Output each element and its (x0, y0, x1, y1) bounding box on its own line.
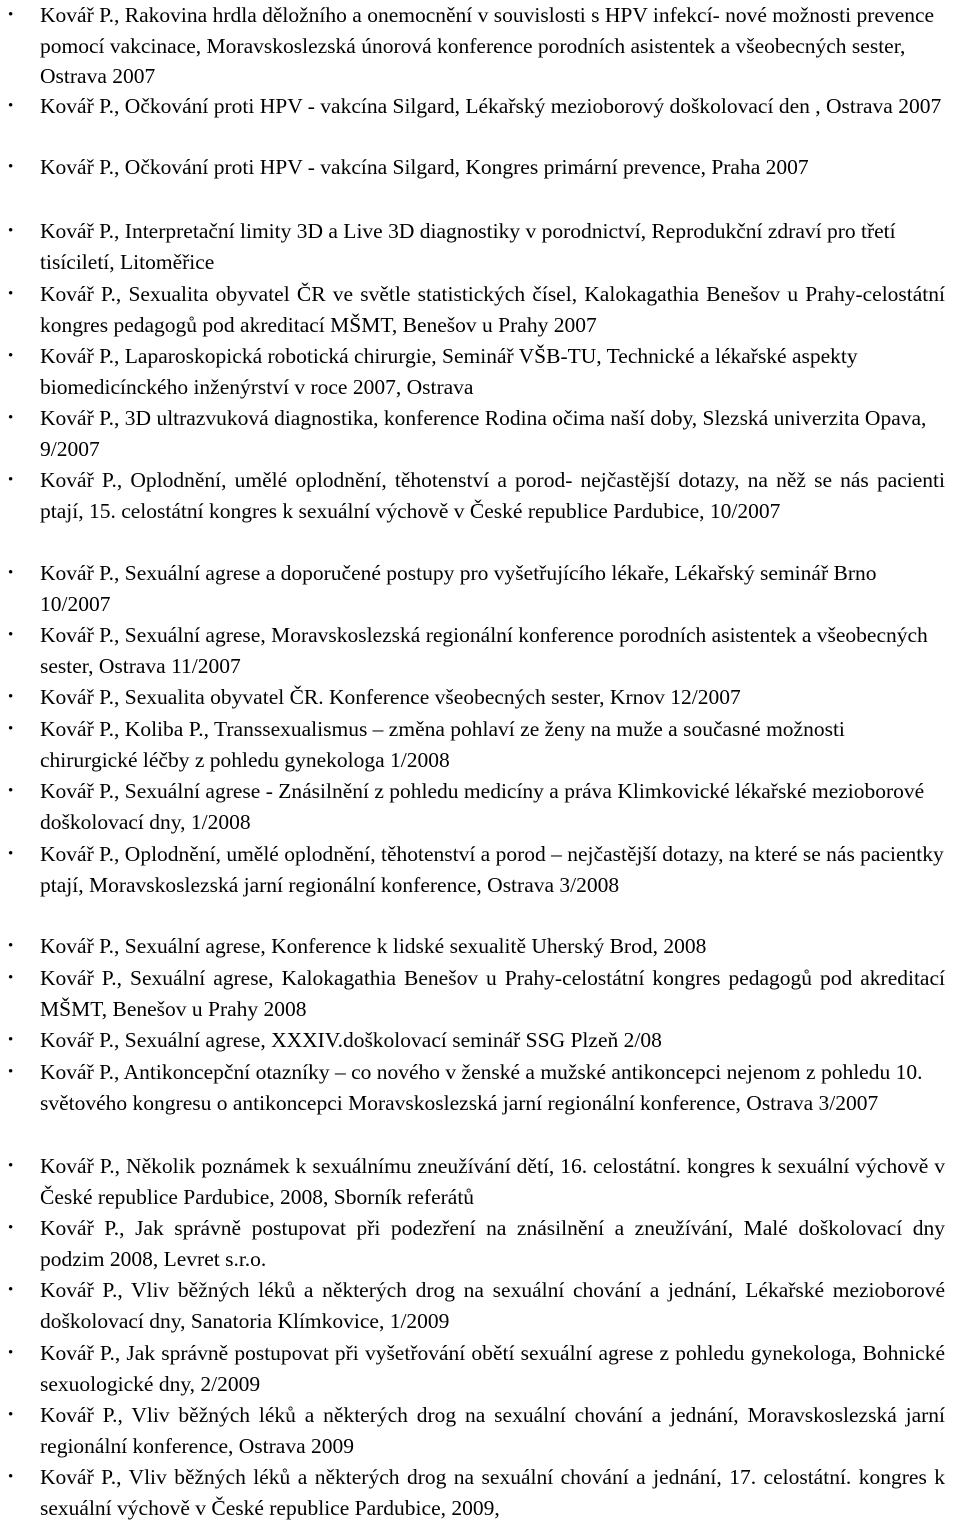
list-item (8, 465, 945, 526)
entry-text: Kovář P., Sexuální agrese, XXXIV.doškolovací seminář SSG Plzeň 2/08 (40, 1028, 662, 1052)
bullet-icon: • (8, 721, 14, 737)
entry-text: Kovář P., Očkování proti HPV - vakcína Silgard, Kongres primární prevence, Praha 2007 (40, 155, 809, 179)
list-item (8, 341, 945, 402)
entry-text: Kovář P., Laparoskopická robotická chirurgie, Seminář VŠB-TU, Technické a lékařské aspekty biomedicínckého inženýrství v roce 2007, Ostrava (40, 344, 858, 399)
bullet-icon: • (8, 7, 14, 23)
bullet-icon: • (8, 472, 14, 488)
bullet-icon: • (8, 970, 14, 986)
bullet-icon: • (8, 159, 14, 175)
bullet-icon: • (8, 689, 14, 705)
entry-text: Kovář P., Rakovina hrdla děložního a onemocnění v souvislosti s HPV infekcí- nové možnosti prevence pomocí vakcinace, Moravskoslezská únorová konference porodních asistentek a všeobecných sester, Ostrava 2007 (40, 3, 935, 88)
list-item (8, 839, 945, 900)
entry-text: Kovář P., Několik poznámek k sexuálnímu zneužívání dětí, 16. celostátní. kongres k sexuální výchově v České republice Pardubice, 2008, Sborník referátů (40, 1154, 945, 1209)
bullet-icon: • (8, 1345, 14, 1361)
bullet-icon: • (8, 846, 14, 862)
bullet-icon: • (8, 1469, 14, 1485)
list-item (8, 1025, 945, 1056)
list-item (8, 152, 945, 183)
list-item (8, 620, 945, 681)
list-item (8, 1275, 945, 1336)
bullet-icon: • (8, 98, 14, 114)
bullet-icon: • (8, 1282, 14, 1298)
bullet-icon: • (8, 223, 14, 239)
list-item (8, 216, 945, 277)
entry-text: Kovář P., Koliba P., Transsexualismus – změna pohlaví ze ženy na muže a současné možnosti chirurgické léčby z pohledu gynekologa 1/2008 (40, 717, 845, 772)
entry-text: Kovář P., Oplodnění, umělé oplodnění, těhotenství a porod – nejčastější dotazy, na které se nás pacientky ptají, Moravskoslezská jarní regionální konference, Ostrava 3/2008 (40, 842, 944, 897)
bullet-icon: • (8, 1220, 14, 1236)
list-item (8, 279, 945, 340)
entry-text: Kovář P., Sexuální agrese - Znásilnění z pohledu medicíny a práva Klimkovické lékařské mezioborové doškolovací dny, 1/2008 (40, 779, 925, 834)
entry-text: Kovář P., Sexualita obyvatel ČR. Konference všeobecných sester, Krnov 12/2007 (40, 685, 741, 709)
entry-text: Kovář P., Vliv běžných léků a některých drog na sexuální chování a jednání, Lékařské mezioborové doškolovací dny, Sanatoria Klímkovice, 1/2009 (40, 1278, 945, 1333)
entry-text: Kovář P., Jak správně postupovat při podezření na znásilnění a zneužívání, Malé doškolovací dny podzim 2008, Levret s.r.o. (40, 1216, 945, 1271)
entry-text: Kovář P., Sexuální agrese, Kalokagathia Benešov u Prahy-celostátní kongres pedagogů pod akreditací MŠMT, Benešov u Prahy 2008 (40, 966, 945, 1021)
bullet-icon: • (8, 410, 14, 426)
list-item (8, 1213, 945, 1274)
entry-text: Kovář P., Očkování proti HPV - vakcína Silgard, Lékařský mezioborový doškolovací den , Ostrava 2007 (40, 94, 942, 118)
entry-text: Kovář P., Jak správně postupovat při vyšetřování obětí sexuální agrese z pohledu gynekologa, Bohnické sexuologické dny, 2/2009 (40, 1341, 945, 1396)
entry-text: Kovář P., 3D ultrazvuková diagnostika, konference Rodina očima naší doby, Slezská univerzita Opava, 9/2007 (40, 406, 927, 461)
bullet-icon: • (8, 938, 14, 954)
bullet-icon: • (8, 627, 14, 643)
entry-text: Kovář P., Sexuální agrese a doporučené postupy pro vyšetřujícího lékaře, Lékařský seminář Brno 10/2007 (40, 561, 877, 616)
list-item (8, 714, 945, 775)
entry-text: Kovář P., Sexualita obyvatel ČR ve světle statistických čísel, Kalokagathia Benešov u Prahy-celostátní kongres pedagogů pod akreditací MŠMT, Benešov u Prahy 2007 (40, 282, 945, 337)
entry-text: Kovář P., Sexuální agrese, Konference k lidské sexualitě Uherský Brod, 2008 (40, 934, 707, 958)
list-item (8, 1057, 945, 1118)
entry-text: Kovář P., Vliv běžných léků a některých drog na sexuální chování a jednání, Moravskoslezská jarní regionální konference, Ostrava 2009 (40, 1403, 945, 1458)
list-item (8, 1462, 945, 1523)
list-item (8, 0, 945, 92)
list-item (8, 682, 945, 713)
bullet-icon: • (8, 783, 14, 799)
bullet-icon: • (8, 286, 14, 302)
list-item (8, 963, 945, 1024)
list-item (8, 931, 945, 962)
entry-text: Kovář P., Sexuální agrese, Moravskoslezská regionální konference porodních asistentek a všeobecných sester, Ostrava 11/2007 (40, 623, 928, 678)
bullet-icon: • (8, 1407, 14, 1423)
entry-text: Kovář P., Vliv běžných léků a některých drog na sexuální chování a jednání, 17. celostátní. kongres k sexuální výchově v České republice Pardubice, 2009, (40, 1465, 945, 1520)
list-item (8, 403, 945, 464)
list-item (8, 91, 945, 122)
bullet-icon: • (8, 565, 14, 581)
bullet-icon: • (8, 1158, 14, 1174)
entry-text: Kovář P., Oplodnění, umělé oplodnění, těhotenství a porod- nejčastější dotazy, na něž se nás pacienti ptají, 15. celostátní kongres k sexuální výchově v České republice Pardubice, 10/2007 (40, 468, 945, 523)
entry-text: Kovář P., Interpretační limity 3D a Live 3D diagnostiky v porodnictví, Reprodukční zdraví pro třetí tisíciletí, Litoměřice (40, 219, 896, 274)
list-item (8, 1400, 945, 1461)
bullet-icon: • (8, 1032, 14, 1048)
list-item (8, 1338, 945, 1399)
list-item (8, 558, 945, 619)
entry-text: Kovář P., Antikoncepční otazníky – co nového v ženské a mužské antikoncepci nejenom z pohledu 10. světového kongresu o antikoncepci Moravskoslezská jarní regionální konference, Ostrava 3/2007 (40, 1060, 923, 1115)
list-item (8, 776, 945, 837)
list-item (8, 1151, 945, 1212)
bullet-icon: • (8, 1064, 14, 1080)
bullet-icon: • (8, 348, 14, 364)
